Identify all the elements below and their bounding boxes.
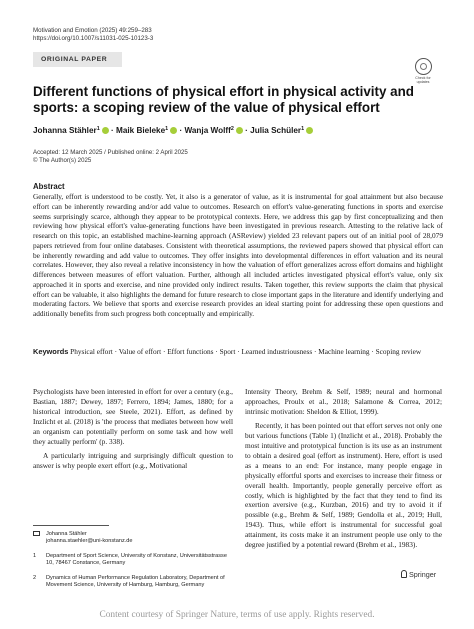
orcid-icon[interactable] (102, 127, 109, 134)
affiliation-text: Department of Sport Science, University of Konstanz, Universitätsstrasse 10, 78467 Constance, Germany (46, 553, 227, 566)
footnote-divider (33, 525, 109, 526)
body-paragraph: Intensity Theory, Brehm & Self, 1989; neural and hormonal approaches, Proulx et al., 2018; Salamone & Correa, 2012; intrinsic motivation: Sheldon & Elliot, 1999). (245, 387, 442, 416)
paper-title: Different functions of physical effort in physical activity and sports: a scoping review of the value of physical effort (33, 84, 414, 115)
keywords (33, 347, 443, 357)
keywords-text: Physical effort · Value of effort · Effort functions · Sport · Learned industriousness · Machine learning · Scoping review (70, 347, 422, 356)
corresponding-author-note (33, 531, 233, 545)
affiliation-1 (33, 553, 233, 567)
author-list: Johanna Stähler$^1$ · Maik Bieleke$^1$ · Wanja Wolff$^2$ · Julia Schüler$^1$ (33, 124, 443, 136)
body-paragraph: Psychologists have been interested in effort for over a century (e.g., Bastian, 1887; Dewey, 1897; Ferrero, 1894; James, 1880; for a historical introduction, see Steele, 2021). Effort, as defined by Inzlicht et al. (2018) is 'the process that mediates between how well an organism can potentially perform on some task and how well they actually perform' (p. 338). (33, 387, 233, 446)
accepted-date: Accepted: 12 March 2025 / Published online: 2 April 2025 (33, 149, 188, 156)
author-affiliation: 1 (301, 126, 305, 132)
journal-header (33, 27, 153, 43)
courtesy-notice: Content courtesy of Springer Nature, terms of use apply. Rights reserved. (99, 610, 375, 620)
orcid-icon[interactable] (170, 127, 177, 134)
author-affiliation: 2 (230, 126, 234, 132)
publisher-logo (401, 570, 436, 579)
body-paragraph: Recently, it has been pointed out that effort serves not only one but various functions (Table 1) (Inzlicht et al., 2018). Probably the most intuitive and prototypical function is its use as an instrument to obtain a desired goal (effort as instrument). Here, effort is used as a means to an end: For instance, many people engage in physically effortful sports and exercises to increase their fitness or overall health. Importantly, people generally perceive effort as costly, which is highlighted by the fact that they tend to find its exertion aversive (e.g., Kurzban, 2016) and try to avoid it if possible (e.g., Brehm & Self, 1989; Gendolla et al., 2019; Hull, 1943). Thus, while effort is instrumental for successful goal attainment, its costs make it an instrument people use only to the degree justified by a potential reward (Brehm et al., 1983). (245, 420, 442, 550)
author-name[interactable]: Wanja Wolff (184, 126, 231, 135)
copyright: © The Author(s) 2025 (33, 157, 92, 164)
check-updates-icon (415, 58, 432, 75)
author-affiliation: 1 (165, 126, 169, 132)
springer-horse-icon (401, 570, 407, 578)
keywords-label: Keywords (33, 347, 69, 356)
abstract-heading: Abstract (33, 182, 65, 191)
body-column-left (33, 387, 233, 475)
body-column-right (245, 387, 442, 554)
publisher-name: Springer (409, 570, 437, 579)
affiliation-text: Dynamics of Human Performance Regulation Laboratory, Department of Movement Science, University of Hamburg, Hamburg, Germany (46, 575, 225, 588)
author-name[interactable]: Julia Schüler (250, 126, 302, 135)
author-name[interactable]: Johanna Stähler (33, 126, 97, 135)
journal-citation: Motivation and Emotion (2025) 49:259–283 (33, 27, 152, 34)
body-paragraph: A particularly intriguing and surprisingly difficult question to answer is why people exert effort (e.g., Motivational (33, 450, 233, 470)
affiliation-number: 2 (33, 575, 37, 581)
contact-name: Johanna Stähler (46, 531, 87, 537)
orcid-icon[interactable] (306, 127, 313, 134)
author-name[interactable]: Maik Bieleke (116, 126, 166, 135)
contact-email[interactable]: johanna.staehler@uni-konstanz.de (46, 538, 133, 544)
envelope-icon (33, 531, 40, 536)
affiliation-number: 1 (33, 553, 37, 559)
affiliation-2 (33, 575, 233, 589)
orcid-icon[interactable] (236, 127, 243, 134)
doi-link[interactable]: https://doi.org/10.1007/s11031-025-10123-3 (33, 35, 154, 42)
abstract-text: Generally, effort is understood to be costly. Yet, it also is a generator of value, as it is instrumental for goal attainment but also because effort can be inherently rewarding and/or add value to outcomes. Research on effort's value-generating functions in sports and exercise seems surprisingly scarce, although they appear to be prototypical contexts. Here, we address this gap by first conceptualizing and then reviewing how physical effort's value-generating functions have been investigated in previous research. Attesting to the relative lack of research on this topic, an established machine-learning approach (ASReview) yielded 23 relevant papers out of an initial pool of 28,079 papers retrieved from four online databases. Consistent with theoretical assumptions, the reviewed papers showed that physical effort can be inherently rewarding and add value to outcomes. They offer insights into developmental differences in effort valuation and its neural correlates. However, they also reveal a relative inconsistency in how the valuation of effort generalizes across effort domains and highlight differences between measures of effort valuation. Further, although all included articles investigated physical effort's value, only six approached it in sports and exercise, and nine provided only indirect results. Taken together, this review supports the claim that physical effort can be valuable, it also highlights the demand for future research to close important gaps in the literature and identify underlying and moderating factors. We believe that sports and exercise research provides an ideal starting point for addressing these open questions and additionally benefits from such progress both conceptually and empirically. (33, 192, 443, 318)
publication-dates (33, 149, 188, 165)
author-affiliation: 1 (96, 126, 100, 132)
check-updates-label: Check for updates (415, 76, 431, 84)
article-type-badge: ORIGINAL PAPER (33, 52, 122, 67)
